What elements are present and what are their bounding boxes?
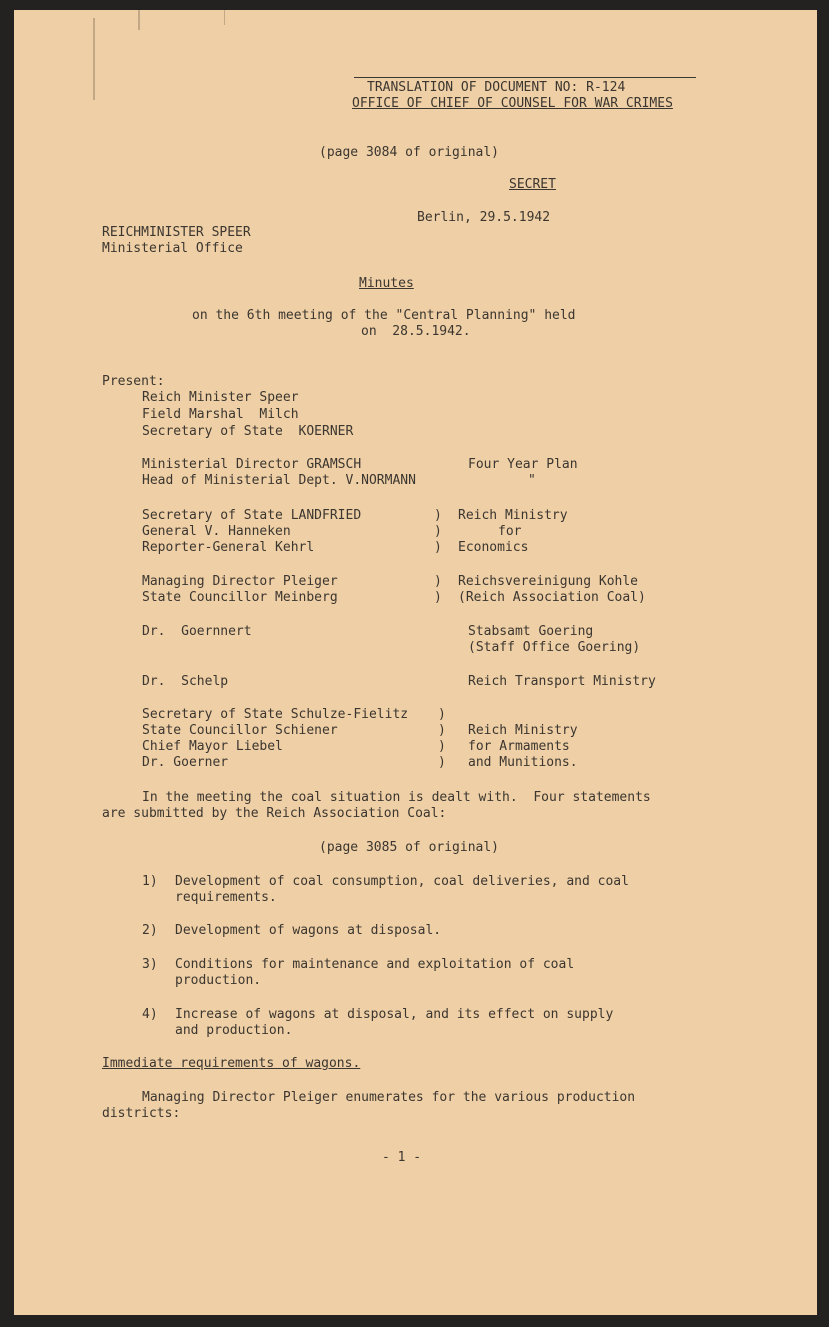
header-line-2: OFFICE OF CHIEF OF COUNSEL FOR WAR CRIMES — [352, 96, 673, 111]
subtitle-line-1: on the 6th meeting of the "Central Planning" held — [192, 308, 576, 323]
brace-mark: ) — [434, 508, 442, 523]
brace-mark: ) — [434, 574, 442, 589]
sender-line-1: REICHMINISTER SPEER — [102, 225, 251, 240]
present-label: Present: — [102, 374, 165, 389]
attendee-organization: (Staff Office Goering) — [468, 640, 641, 655]
attendee: Field Marshal Milch — [142, 407, 299, 422]
attendee-organization: Economics — [458, 540, 529, 555]
brace-mark: ) — [434, 524, 442, 539]
statement-text: production. — [175, 973, 262, 988]
attendee-organization: for — [498, 524, 522, 539]
attendee-organization: " — [528, 473, 536, 488]
page-number: - 1 - — [382, 1150, 422, 1165]
section-heading: Immediate requirements of wagons. — [102, 1056, 361, 1071]
attendee: General V. Hanneken — [142, 524, 291, 539]
attendee-organization: for Armaments — [468, 739, 570, 754]
attendee: State Councillor Meinberg — [142, 590, 338, 605]
closing-line-2: districts: — [102, 1106, 181, 1121]
brace-mark: ) — [438, 707, 446, 722]
fold-mark — [138, 10, 140, 30]
subtitle-line-2: on 28.5.1942. — [361, 324, 471, 339]
intro-line-2: are submitted by the Reich Association Coal: — [102, 806, 447, 821]
attendee: Secretary of State KOERNER — [142, 424, 354, 439]
attendee-organization: (Reich Association Coal) — [458, 590, 646, 605]
attendee: Head of Ministerial Dept. V.NORMANN — [142, 473, 416, 488]
brace-mark: ) — [438, 723, 446, 738]
attendee-organization: Stabsamt Goering — [468, 624, 594, 639]
attendee-organization: Reichsvereinigung Kohle — [458, 574, 639, 589]
fold-mark — [93, 18, 95, 100]
brace-mark: ) — [438, 755, 446, 770]
attendee-organization: Reich Transport Ministry — [468, 674, 656, 689]
attendee: Reporter-General Kehrl — [142, 540, 315, 555]
statement-text: Development of coal consumption, coal deliveries, and coal — [175, 874, 629, 889]
brace-mark: ) — [434, 590, 442, 605]
attendee-organization: and Munitions. — [468, 755, 578, 770]
header-line-1: TRANSLATION OF DOCUMENT NO: R-124 — [367, 80, 626, 95]
statement-number: 1) — [142, 874, 158, 889]
brace-mark: ) — [434, 540, 442, 555]
attendee: State Councillor Schiener — [142, 723, 338, 738]
attendee-organization: Reich Ministry — [468, 723, 578, 738]
sender-line-2: Ministerial Office — [102, 241, 243, 256]
statement-text: requirements. — [175, 890, 277, 905]
closing-line-1: Managing Director Pleiger enumerates for the various production — [142, 1090, 636, 1105]
attendee: Managing Director Pleiger — [142, 574, 338, 589]
statement-text: Increase of wagons at disposal, and its effect on supply — [175, 1007, 614, 1022]
attendee: Ministerial Director GRAMSCH — [142, 457, 362, 472]
attendee: Dr. Goerner — [142, 755, 229, 770]
page-reference-top: (page 3084 of original) — [319, 145, 500, 160]
brace-mark: ) — [438, 739, 446, 754]
attendee: Secretary of State LANDFRIED — [142, 508, 362, 523]
statement-number: 4) — [142, 1007, 158, 1022]
statement-text: and production. — [175, 1023, 293, 1038]
page-reference-mid: (page 3085 of original) — [319, 840, 500, 855]
place-date: Berlin, 29.5.1942 — [417, 210, 551, 225]
document-page — [14, 10, 817, 1315]
statement-number: 3) — [142, 957, 158, 972]
attendee: Dr. Goernnert — [142, 624, 252, 639]
attendee: Secretary of State Schulze-Fielitz — [142, 707, 409, 722]
classification-secret: SECRET — [509, 177, 556, 192]
statement-text: Conditions for maintenance and exploitation of coal — [175, 957, 575, 972]
header-rule-top — [354, 77, 696, 78]
attendee: Chief Mayor Liebel — [142, 739, 283, 754]
fold-mark — [224, 10, 225, 25]
attendee: Reich Minister Speer — [142, 390, 299, 405]
statement-number: 2) — [142, 923, 158, 938]
attendee-organization: Reich Ministry — [458, 508, 568, 523]
attendee-organization: Four Year Plan — [468, 457, 578, 472]
document-title: Minutes — [359, 276, 414, 291]
statement-text: Development of wagons at disposal. — [175, 923, 442, 938]
intro-line-1: In the meeting the coal situation is dealt with. Four statements — [142, 790, 651, 805]
attendee: Dr. Schelp — [142, 674, 229, 689]
